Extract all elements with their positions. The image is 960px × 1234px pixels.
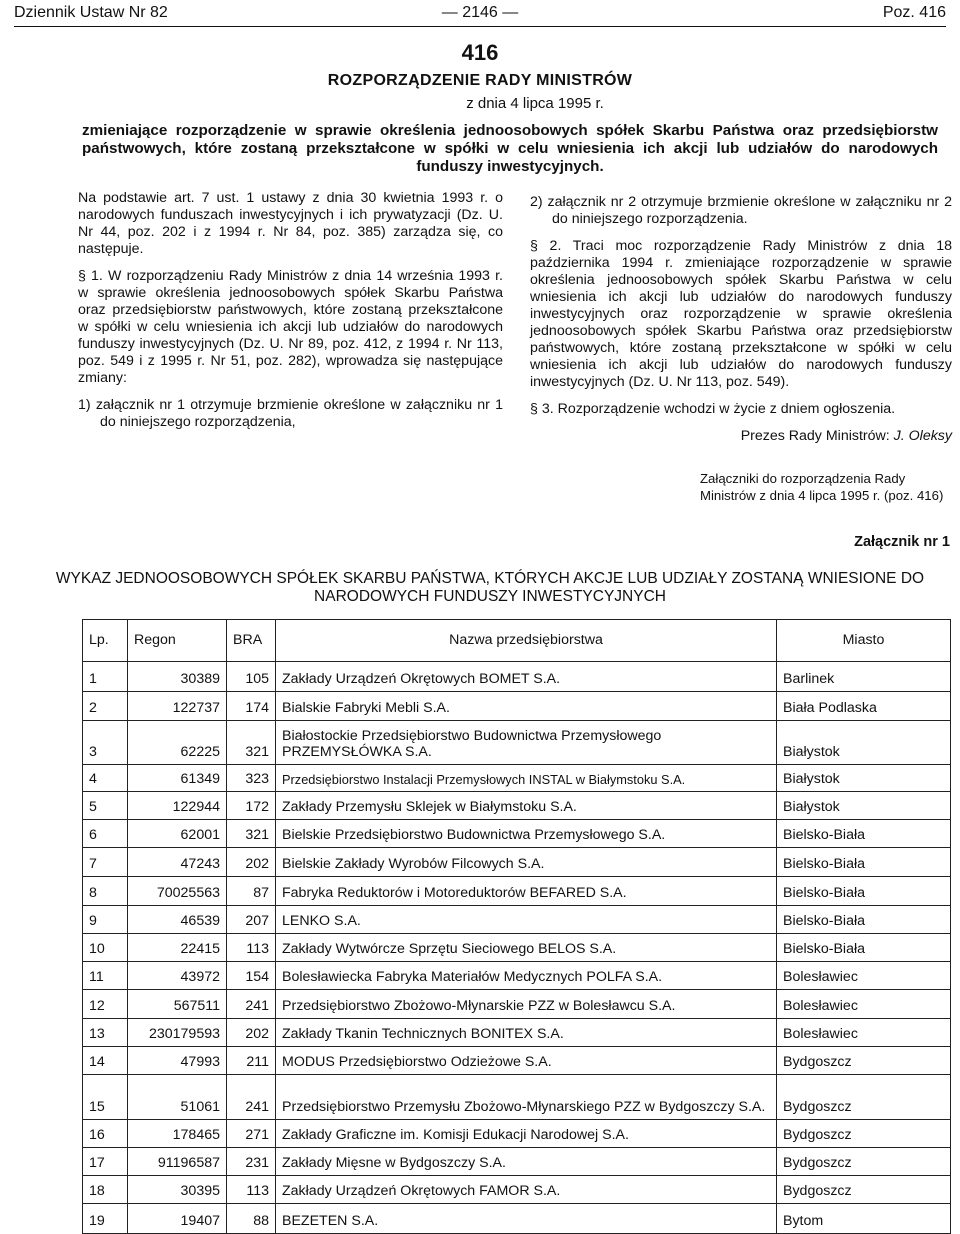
cell-bra: 323 xyxy=(227,765,276,792)
attachment-title: WYKAZ JEDNOOSOBOWYCH SPÓŁEK SKARBU PAŃSTWA, KTÓRYCH AKCJE LUB UDZIAŁY ZOSTANĄ WNIESIONE DO NARODOWYCH FUNDUSZY INWESTYCYJNYCH xyxy=(55,570,925,605)
cell-city: Bielsko-Biała xyxy=(777,877,951,906)
cell-bra: 241 xyxy=(227,990,276,1019)
cell-name: Bialskie Fabryki Mebli S.A. xyxy=(276,692,777,721)
cell-name: Przedsiębiorstwo Zbożowo-Młynarskie PZZ w Bolesławcu S.A. xyxy=(276,990,777,1019)
cell-regon: 91196587 xyxy=(128,1148,227,1176)
table-row xyxy=(83,1148,951,1176)
position-ref: Poz. 416 xyxy=(882,4,946,21)
cell-city: Białystok xyxy=(777,765,951,792)
cell-regon: 567511 xyxy=(128,990,227,1019)
cell-lp: 18 xyxy=(83,1176,128,1204)
cell-bra: 207 xyxy=(227,906,276,934)
table-row xyxy=(83,990,951,1019)
header-city: Miasto xyxy=(777,620,951,662)
cell-regon: 30389 xyxy=(128,662,227,692)
cell-lp: 9 xyxy=(83,906,128,934)
table-row xyxy=(83,1047,951,1075)
amendment-item-2: 2) załącznik nr 2 otrzymuje brzmienie określone w załączniku nr 2 do niniejszego rozporządzenia. xyxy=(530,194,952,227)
cell-name: Zakłady Urządzeń Okrętowych FAMOR S.A. xyxy=(276,1176,777,1204)
cell-bra: 321 xyxy=(227,721,276,765)
header-regon: Regon xyxy=(128,620,227,662)
cell-name: Bielskie Zakłady Wyrobów Filcowych S.A. xyxy=(276,848,777,877)
cell-name: Przedsiębiorstwo Przemysłu Zbożowo-Młynarskiego PZZ w Bydgoszczy S.A. xyxy=(276,1075,777,1120)
right-column xyxy=(530,194,952,445)
cell-lp: 1 xyxy=(83,662,128,692)
table-row xyxy=(83,820,951,848)
cell-name: Białostockie Przedsiębiorstwo Budownictwa Przemysłowego PRZEMYSŁÓWKA S.A. xyxy=(276,721,777,765)
cell-name: Bolesławiecka Fabryka Materiałów Medycznych POLFA S.A. xyxy=(276,962,777,990)
table-row xyxy=(83,662,951,692)
cell-bra: 154 xyxy=(227,962,276,990)
cell-bra: 113 xyxy=(227,934,276,962)
cell-lp: 11 xyxy=(83,962,128,990)
cell-bra: 105 xyxy=(227,662,276,692)
table-row xyxy=(83,721,951,765)
cell-regon: 46539 xyxy=(128,906,227,934)
table-row xyxy=(83,1176,951,1204)
position-number: 416 xyxy=(461,40,499,65)
table-row xyxy=(83,1120,951,1148)
cell-lp: 17 xyxy=(83,1148,128,1176)
cell-city: Bielsko-Biała xyxy=(777,934,951,962)
cell-lp: 6 xyxy=(83,820,128,848)
cell-bra: 88 xyxy=(227,1204,276,1234)
table-row xyxy=(83,906,951,934)
cell-lp: 4 xyxy=(83,765,128,792)
cell-lp: 8 xyxy=(83,877,128,906)
cell-name: Zakłady Przemysłu Sklejek w Białymstoku S.A. xyxy=(276,792,777,820)
table-row xyxy=(83,962,951,990)
cell-lp: 15 xyxy=(83,1075,128,1120)
left-column xyxy=(78,190,503,441)
cell-lp: 3 xyxy=(83,721,128,765)
cell-name: Zakłady Wytwórcze Sprzętu Sieciowego BELOS S.A. xyxy=(276,934,777,962)
cell-name: BEZETEN S.A. xyxy=(276,1204,777,1234)
cell-regon: 61349 xyxy=(128,765,227,792)
cell-bra: 241 xyxy=(227,1075,276,1120)
cell-city: Bielsko-Biała xyxy=(777,820,951,848)
cell-regon: 230179593 xyxy=(128,1019,227,1047)
page-header xyxy=(14,4,946,26)
paragraph-2: § 2. Traci moc rozporządzenie Rady Ministrów z dnia 18 października 1994 r. zmieniające rozporządzenie w sprawie określenia jednoosobowych spółek Skarbu Państwa w celu wniesienia ich akcji lub udziałów do narodowych funduszy inwestycyjnych oraz rozporządzenie w sprawie określenia jednoosobowych spółek Skarbu Państwa oraz przedsiębiorstw państwowych, które zostaną przekształcone w spółki w celu wniesienia ich akcji lub udziałów do narodowych funduszy inwestycyjnych (Dz. U. Nr 113, poz. 549). xyxy=(530,238,952,390)
cell-city: Bydgoszcz xyxy=(777,1148,951,1176)
paragraph-3: § 3. Rozporządzenie wchodzi w życie z dniem ogłoszenia. xyxy=(530,401,896,417)
paragraph-1: § 1. W rozporządzeniu Rady Ministrów z dnia 14 września 1993 r. w sprawie określenia jednoosobowych spółek Skarbu Państwa oraz przedsiębiorstw państwowych, które zostaną przekształcone w spółki w celu wniesienia ich akcji lub udziałów do narodowych funduszy inwestycyjnych (Dz. U. Nr 89, poz. 412, z 1994 r. Nr 113, poz. 549 i z 1995 r. Nr 51, poz. 282), wprowadza się następujące zmiany: xyxy=(78,268,503,386)
cell-lp: 7 xyxy=(83,848,128,877)
header-bra: BRA xyxy=(227,620,276,662)
cell-bra: 271 xyxy=(227,1120,276,1148)
legal-basis: Na podstawie art. 7 ust. 1 ustawy z dnia 30 kwietnia 1993 r. o narodowych funduszach inwestycyjnych i ich prywatyzacji (Dz. U. Nr 44, poz. 202 i z 1994 r. Nr 84, poz. 385) zarządza się, co następuje. xyxy=(78,190,503,257)
cell-city: Biała Podlaska xyxy=(777,692,951,721)
cell-lp: 5 xyxy=(83,792,128,820)
cell-regon: 62001 xyxy=(128,820,227,848)
cell-bra: 202 xyxy=(227,1019,276,1047)
header-divider xyxy=(14,26,946,27)
attachments-reference: Załączniki do rozporządzenia Rady Ministrów z dnia 4 lipca 1995 r. (poz. 416) xyxy=(700,471,944,503)
journal-title: Dziennik Ustaw Nr 82 xyxy=(14,4,168,21)
cell-city: Białystok xyxy=(777,792,951,820)
cell-city: Barlinek xyxy=(777,662,951,692)
cell-regon: 30395 xyxy=(128,1176,227,1204)
cell-name: Przedsiębiorstwo Instalacji Przemysłowych INSTAL w Białymstoku S.A. xyxy=(276,765,777,792)
cell-bra: 211 xyxy=(227,1047,276,1075)
attachment-label: Załącznik nr 1 xyxy=(854,534,950,550)
cell-regon: 22415 xyxy=(128,934,227,962)
table-row xyxy=(83,1075,951,1120)
cell-name: MODUS Przedsiębiorstwo Odzieżowe S.A. xyxy=(276,1047,777,1075)
table-row xyxy=(83,1204,951,1234)
cell-bra: 231 xyxy=(227,1148,276,1176)
cell-name: Fabryka Reduktorów i Motoreduktorów BEFARED S.A. xyxy=(276,877,777,906)
cell-regon: 19407 xyxy=(128,1204,227,1234)
cell-lp: 10 xyxy=(83,934,128,962)
cell-city: Bielsko-Biała xyxy=(777,906,951,934)
cell-name: Bielskie Przedsiębiorstwo Budownictwa Przemysłowego S.A. xyxy=(276,820,777,848)
cell-city: Bytom xyxy=(777,1204,951,1234)
cell-name: Zakłady Mięsne w Bydgoszczy S.A. xyxy=(276,1148,777,1176)
header-name: Nazwa przedsiębiorstwa xyxy=(276,620,777,662)
header-lp: Lp. xyxy=(83,620,128,662)
table-row xyxy=(83,765,951,792)
cell-regon: 51061 xyxy=(128,1075,227,1120)
page-number: — 2146 — xyxy=(441,4,519,21)
cell-regon: 70025563 xyxy=(128,877,227,906)
cell-regon: 178465 xyxy=(128,1120,227,1148)
cell-city: Bolesławiec xyxy=(777,1019,951,1047)
amendment-item-1: 1) załącznik nr 1 otrzymuje brzmienie określone w załączniku nr 1 do niniejszego rozporządzenia, xyxy=(78,397,503,430)
cell-bra: 174 xyxy=(227,692,276,721)
cell-lp: 16 xyxy=(83,1120,128,1148)
cell-name: Zakłady Graficzne im. Komisji Edukacji Narodowej S.A. xyxy=(276,1120,777,1148)
cell-city: Bydgoszcz xyxy=(777,1047,951,1075)
cell-name: LENKO S.A. xyxy=(276,906,777,934)
cell-regon: 47993 xyxy=(128,1047,227,1075)
cell-regon: 122737 xyxy=(128,692,227,721)
table-row xyxy=(83,934,951,962)
signatory-role: Prezes Rady Ministrów: xyxy=(740,428,890,444)
cell-city: Bielsko-Biała xyxy=(777,848,951,877)
cell-name: Zakłady Urządzeń Okrętowych BOMET S.A. xyxy=(276,662,777,692)
cell-lp: 13 xyxy=(83,1019,128,1047)
cell-city: Bydgoszcz xyxy=(777,1075,951,1120)
cell-regon: 62225 xyxy=(128,721,227,765)
table-row xyxy=(83,877,951,906)
cell-city: Bolesławiec xyxy=(777,990,951,1019)
companies-table xyxy=(82,619,951,1234)
signatory-name: J. Oleksy xyxy=(893,428,952,444)
cell-bra: 87 xyxy=(227,877,276,906)
cell-regon: 47243 xyxy=(128,848,227,877)
table-row xyxy=(83,1019,951,1047)
table-row xyxy=(83,848,951,877)
table-row xyxy=(83,792,951,820)
cell-bra: 321 xyxy=(227,820,276,848)
cell-regon: 122944 xyxy=(128,792,227,820)
cell-bra: 113 xyxy=(227,1176,276,1204)
cell-bra: 172 xyxy=(227,792,276,820)
document-title: ROZPORZĄDZENIE RADY MINISTRÓW xyxy=(327,72,633,89)
cell-lp: 19 xyxy=(83,1204,128,1234)
cell-lp: 2 xyxy=(83,692,128,721)
table-header-row xyxy=(83,620,951,662)
signature xyxy=(530,428,952,445)
cell-bra: 202 xyxy=(227,848,276,877)
cell-city: Bydgoszcz xyxy=(777,1120,951,1148)
cell-city: Białystok xyxy=(777,721,951,765)
cell-lp: 12 xyxy=(83,990,128,1019)
cell-city: Bydgoszcz xyxy=(777,1176,951,1204)
cell-city: Bolesławiec xyxy=(777,962,951,990)
cell-lp: 14 xyxy=(83,1047,128,1075)
table-row xyxy=(83,692,951,721)
cell-name: Zakłady Tkanin Technicznych BONITEX S.A. xyxy=(276,1019,777,1047)
cell-regon: 43972 xyxy=(128,962,227,990)
document-subject: zmieniające rozporządzenie w sprawie określenia jednoosobowych spółek Skarbu Państwa oraz przedsiębiorstw państwowych, które zostaną przekształcone w spółki w celu wniesienia ich akcji lub udziałów do narodowych funduszy inwestycyjnych. xyxy=(82,122,938,175)
document-date: z dnia 4 lipca 1995 r. xyxy=(466,95,604,112)
